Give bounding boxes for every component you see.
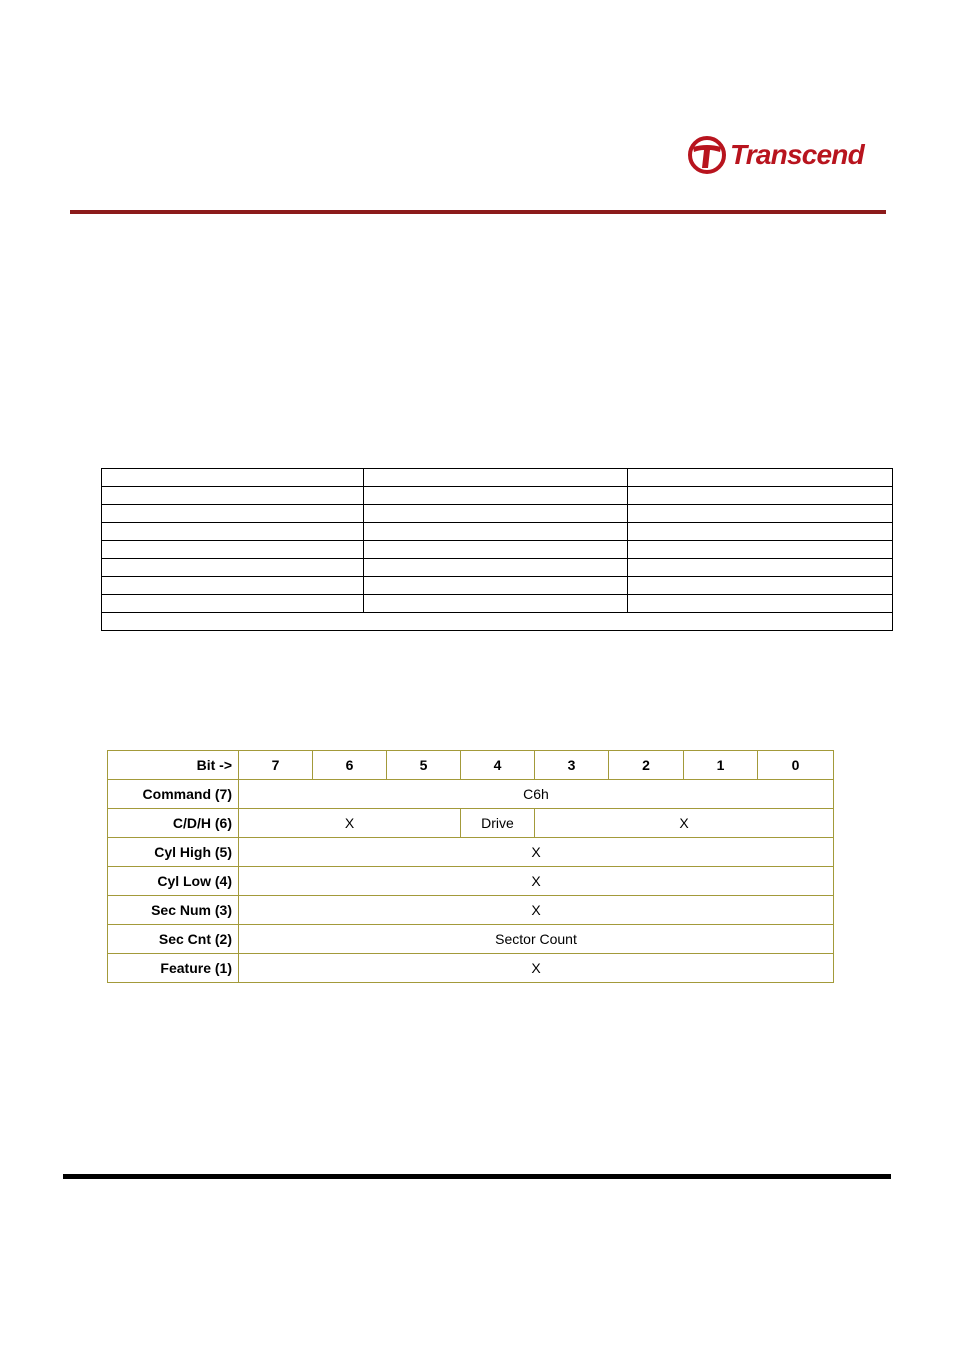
register-value-drive: Drive: [461, 809, 535, 838]
register-value: Sector Count: [239, 925, 834, 954]
register-label: Feature (1): [108, 954, 239, 983]
table-row: [102, 577, 893, 595]
register-table: [107, 750, 834, 983]
bit-label: Bit ->: [108, 751, 239, 780]
register-row-cyl-high: [108, 838, 834, 867]
register-label: Sec Num (3): [108, 896, 239, 925]
bit-7: 7: [239, 751, 313, 780]
bit-3: 3: [535, 751, 609, 780]
header-rule: [70, 210, 886, 214]
register-label: Cyl High (5): [108, 838, 239, 867]
register-value: X: [239, 896, 834, 925]
bit-5: 5: [387, 751, 461, 780]
register-row-cyl-low: [108, 867, 834, 896]
table-row: [102, 487, 893, 505]
table-row: [102, 613, 893, 631]
register-label: Cyl Low (4): [108, 867, 239, 896]
brand-logo: [687, 134, 864, 176]
register-row-feature: [108, 954, 834, 983]
register-row-sec-cnt: [108, 925, 834, 954]
register-label: C/D/H (6): [108, 809, 239, 838]
empty-grid-table: [101, 468, 893, 631]
register-value: X: [239, 954, 834, 983]
bit-1: 1: [684, 751, 758, 780]
transcend-t-logo-icon: [687, 135, 727, 175]
register-value-high: X: [239, 809, 461, 838]
table-row: [102, 541, 893, 559]
bit-header-row: [108, 751, 834, 780]
register-value: X: [239, 867, 834, 896]
register-row-cdh: [108, 809, 834, 838]
bit-4: 4: [461, 751, 535, 780]
table-row: [102, 523, 893, 541]
register-value-low: X: [535, 809, 834, 838]
table-row: [102, 595, 893, 613]
register-value: C6h: [239, 780, 834, 809]
bit-2: 2: [609, 751, 684, 780]
register-label: Sec Cnt (2): [108, 925, 239, 954]
register-label: Command (7): [108, 780, 239, 809]
logo-text: Transcend: [730, 139, 864, 170]
table-row: [102, 469, 893, 487]
register-value: X: [239, 838, 834, 867]
table-row: [102, 505, 893, 523]
bit-0: 0: [758, 751, 834, 780]
footer-rule: [63, 1174, 891, 1179]
bit-6: 6: [313, 751, 387, 780]
table-row: [102, 559, 893, 577]
register-row-command: [108, 780, 834, 809]
register-row-sec-num: [108, 896, 834, 925]
